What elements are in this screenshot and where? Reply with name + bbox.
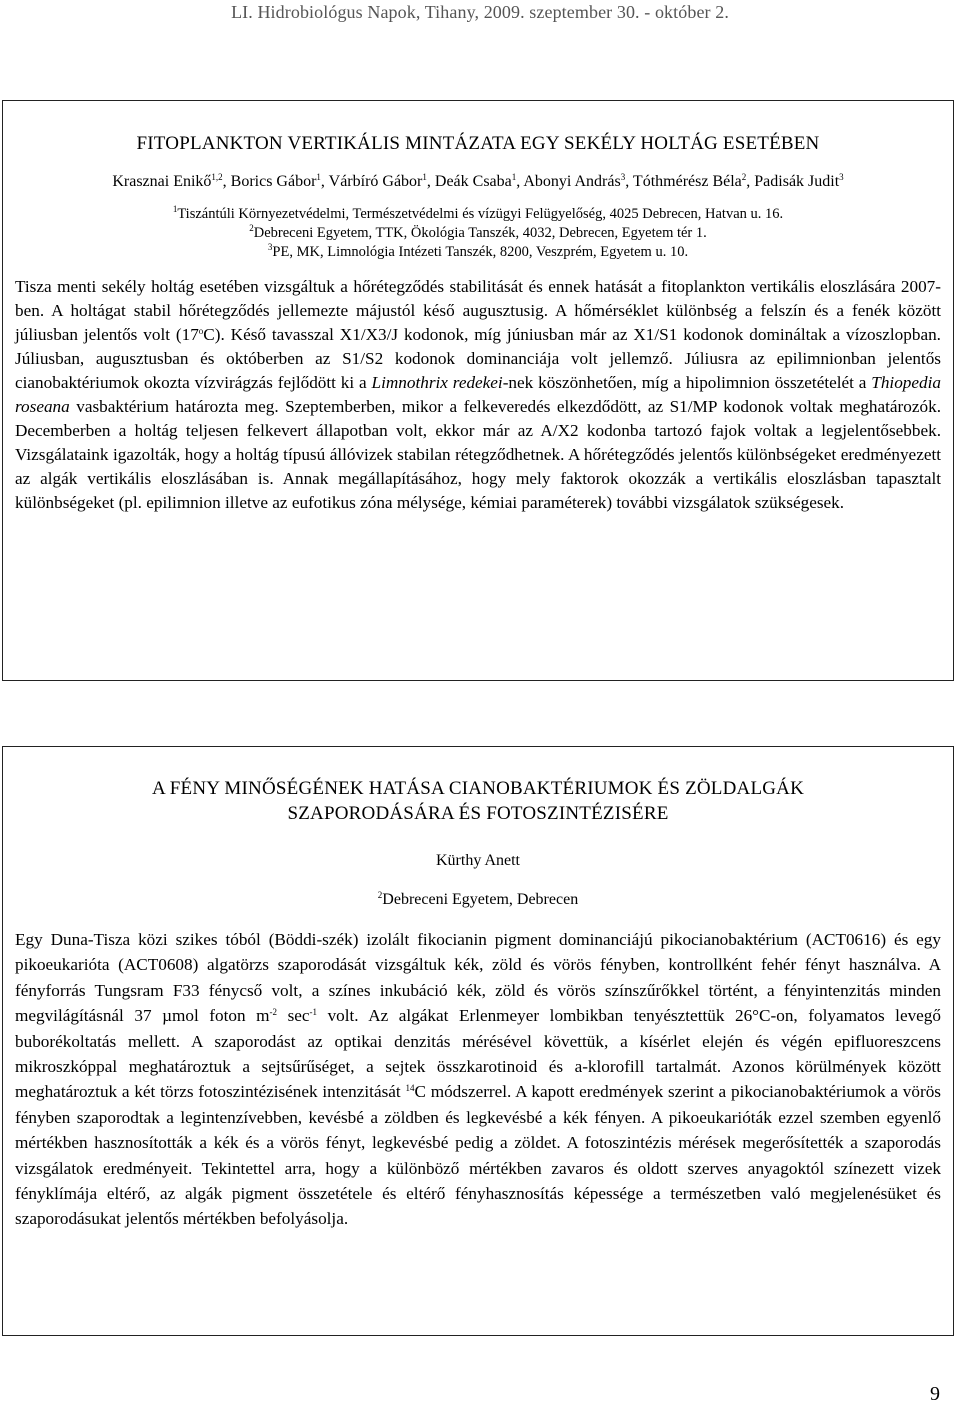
abstract-text: C módszerrel. A kapott eredmények szerint a pikocianobaktériumok a vörös fényben szaporodtak a legintenzívebben, kevésbé a zöldben és legkevésbé a kék fényen. A pikoeukarióták ezzel szemben egyenlő mértékben hasznosították a kék és a vörös fényt, legkevésbé pedig a zöldet. A fotoszintézis mérések megerősítették a szaporodás vizsgálatok eredményeit. Tekintettel arra, hogy a különböző mértékben zavaros és oldott szerves anyagoktól színezett vizek fényklímája eltérő, az algák pigment összetétele és eltérő fényhasznosítás képessége a természetben való megjelenésüket és szaporodásukat jelentős mértékben befolyásolja. xyxy=(15,1082,941,1229)
abstract-body xyxy=(15,927,941,1232)
author-affiliation-sup: 3 xyxy=(620,172,626,182)
abstract-title: FITOPLANKTON VERTIKÁLIS MINTÁZATA EGY SEKÉLY HOLTÁG ESETÉBEN xyxy=(136,133,820,154)
running-header: LI. Hidrobiológus Napok, Tihany, 2009. szeptember 30. - október 2. xyxy=(231,2,729,22)
affiliation xyxy=(15,224,941,243)
affiliation-text: Tiszántúli Környezetvédelmi, Természetvédelmi és vízügyi Felügyelőség, 4025 Debrecen, Hatvan u. 16. xyxy=(177,206,784,222)
abstract-text: vasbaktérium határozta meg. Szeptemberben, mikor a felkeveredés elkezdődött, az S1/MP kodonok voltak meghatározók. Decemberben a holtág teljesen felkevert állapotban volt, ekkor már az A/X2 kodonba tartozó fajok voltak a legjelentősebbek. Vizsgálataink igazolták, hogy a holtág típusú állóvizek stabilan rétegződhetnek. A hőrétegződés jelentős különbségeket eredményezett az algák vertikális eloszlásában is. Annak megállapításához, hogy mely faktorok okozzák a vertikális eloszlásban tapasztalt különbségeket (pl. epilimnion illetve az eufotikus zóna mélysége, kémiai paraméterek) további vizsgálatok szükségesek. xyxy=(15,397,941,512)
degree-sup: o xyxy=(198,326,204,336)
abstract-text: -nek köszönhetően, míg a hipolimnion összetételét a xyxy=(502,373,872,392)
affiliation-sup: 3 xyxy=(267,242,273,252)
exponent: -1 xyxy=(309,1007,318,1018)
title-line: A FÉNY MINŐSÉGÉNEK HATÁSA CIANOBAKTÉRIUMOK ÉS ZÖLDALGÁK xyxy=(151,778,805,799)
author-name: Padisák Judit xyxy=(754,173,840,190)
author-list xyxy=(15,171,941,193)
title-line: SZAPORODÁSÁRA ÉS FOTOSZINTÉZISÉRE xyxy=(287,803,669,824)
author-separator: , xyxy=(625,173,633,190)
affiliation-list xyxy=(15,205,941,262)
abstract-text: Egy Duna-Tisza közi szikes tóból (Böddi-szék) izolált fikocianin pigment dominanciájú pikocianobaktérium (ACT0616) és egy pikoeukarióta (ACT0608) algatörzs szaporodását vizsgáltuk kék, zöld és vörös fényben, kontrollként fehér fényt használva. A fényforrás Tungsram F33 fénycső volt, a színes inkubáció kék, zöld és vörös színszűrőkkel történt, a fényintenzitás minden megvilágításnál 37 µmol foton m xyxy=(15,930,941,1026)
author-name: Várbíró Gábor xyxy=(328,173,423,190)
affiliation-sup: 2 xyxy=(249,223,254,233)
exponent: -2 xyxy=(269,1007,278,1018)
abstract-text: Tisza menti sekély holtág esetében vizsgáltuk a hőrétegződés stabilitását és ennek hatását a fitoplankton vertikális eloszlására 2007-ben. A holtágat stabil hőrétegződés jellemezte májustól késő augusztusig. A hőmérséklet különbség a felszín és a fenék között júliusban jelentős volt (17 xyxy=(15,277,941,344)
abstract-body xyxy=(15,275,941,515)
author-separator: , xyxy=(320,173,329,190)
author-separator: , xyxy=(222,173,231,190)
affiliation-sup: 1 xyxy=(172,204,178,214)
species-name: Limnothrix redekei xyxy=(371,373,503,392)
author-name: Tóthmérész Béla xyxy=(632,173,742,190)
abstract-box-1 xyxy=(2,100,954,681)
author-name: Borics Gábor xyxy=(230,173,317,190)
author-name: Deák Csaba xyxy=(434,173,512,190)
author-name: Krasznai Enikő xyxy=(112,173,212,190)
affiliation xyxy=(15,205,941,224)
affiliation-text: Debreceni Egyetem, Debrecen xyxy=(382,891,579,908)
abstract-box-2 xyxy=(2,746,954,1336)
author-affiliation-sup: 1 xyxy=(511,172,517,182)
abstract-text: volt. Az algákat Erlenmeyer lombikban tenyésztettük 26°C-on, folyamatos levegő buborékoltatás mellett. A szaporodást az optikai denzitás mérésével követtük, a kísérlet elején és végén epifluoreszcens mikroszkóppal meghatároztuk a sejtsűrűséget, a sejtek összkarotinoid és a-klorofill tartalmát. Azonos körülmények között meghatároztuk a két törzs fotoszintézisének intenzitását xyxy=(15,1006,941,1102)
affiliation-sup: 2 xyxy=(377,890,383,900)
author-affiliation-sup: 2 xyxy=(741,172,747,182)
author-affiliation-sup: 1 xyxy=(422,172,427,182)
author-affiliation-sup: 1 xyxy=(316,172,321,182)
affiliation-text: Debreceni Egyetem, TTK, Ökológia Tanszék, 4032, Debrecen, Egyetem tér 1. xyxy=(253,225,707,241)
author-separator: , xyxy=(516,173,524,190)
abstract-title xyxy=(15,776,941,826)
isotope-sup: 14 xyxy=(405,1083,415,1094)
author-separator: , xyxy=(746,173,755,190)
abstract-text: sec xyxy=(277,1006,310,1026)
author-name: Abonyi András xyxy=(523,173,621,190)
affiliation xyxy=(15,891,941,909)
author-name: Kürthy Anett xyxy=(436,852,520,869)
species-name: Thiopedia roseana xyxy=(15,373,941,416)
affiliation xyxy=(15,243,941,262)
author-affiliation-sup: 1,2 xyxy=(211,172,223,182)
author-affiliation-sup: 3 xyxy=(839,172,844,182)
author-separator: , xyxy=(426,173,435,190)
abstract-text: C). Késő tavasszal X1/X3/J kodonok, míg júniusban már az X1/S1 kodonok domináltak a vízoszlopban. Júliusban, augusztusban és októberben az S1/S2 kodonok dominanciája volt jellemző. Júliusra az epilimnionban jelentős cianobaktériumok okozta vízvirágzás fejlődött ki a xyxy=(15,325,941,392)
page-number: 9 xyxy=(930,1383,940,1405)
affiliation-text: PE, MK, Limnológia Intézeti Tanszék, 8200, Veszprém, Egyetem u. 10. xyxy=(272,244,689,260)
